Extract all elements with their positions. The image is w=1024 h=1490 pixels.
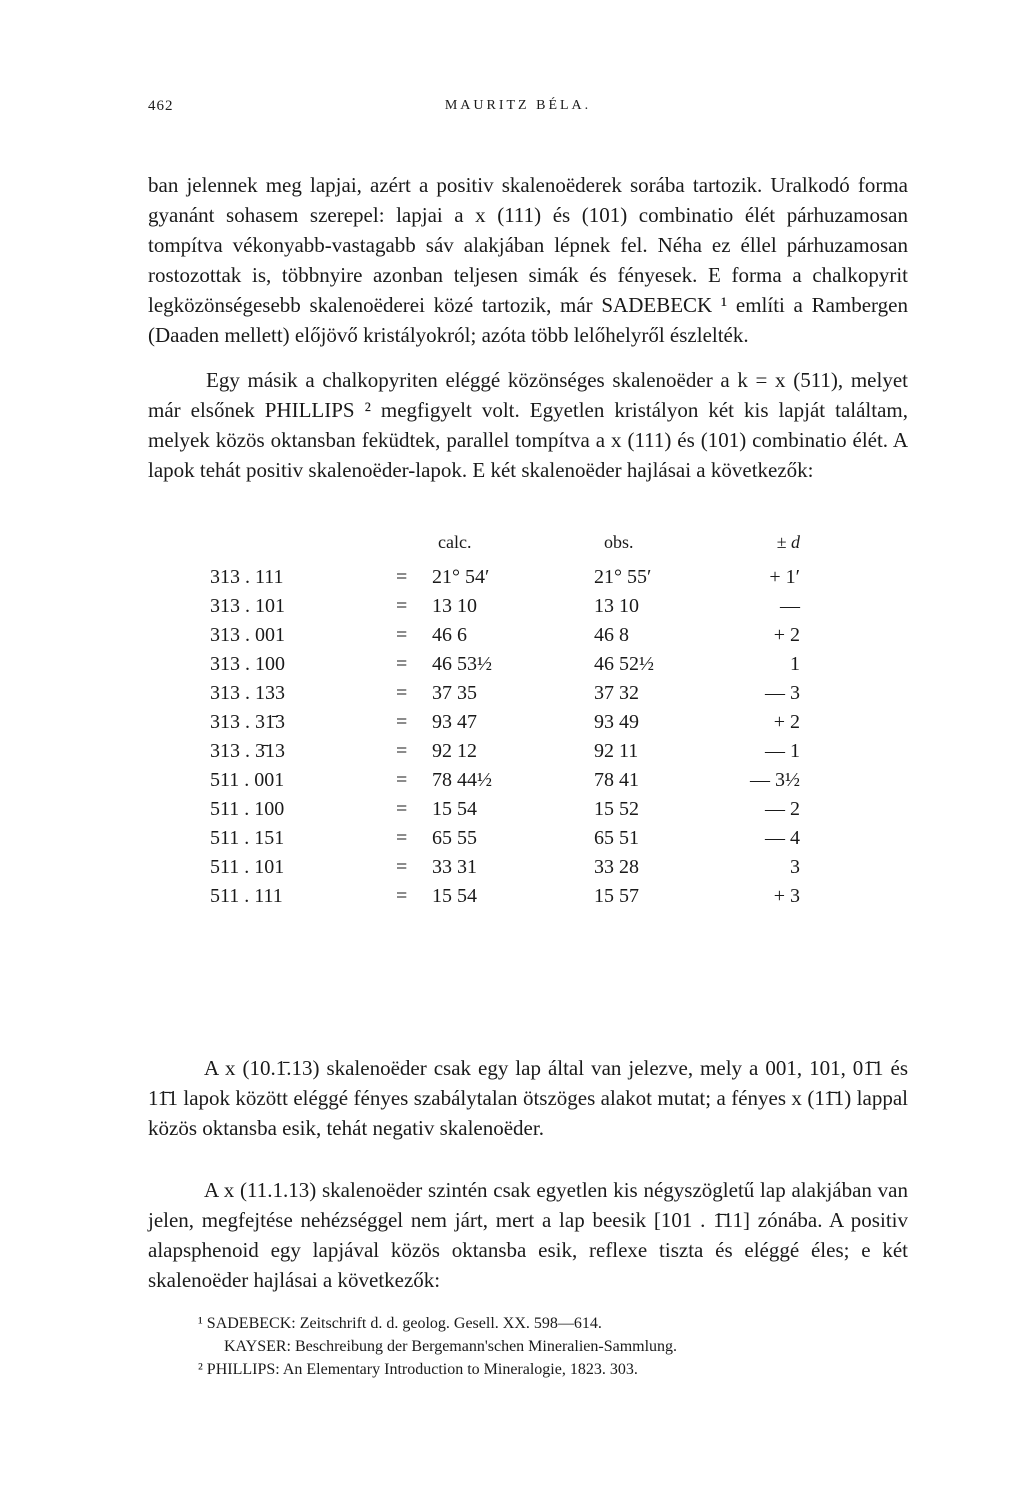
diff-cell: 3 [790, 856, 800, 878]
table-row [0, 711, 1024, 740]
table-row [0, 856, 1024, 885]
table-row [0, 566, 1024, 595]
diff-cell: + 3 [773, 885, 800, 907]
face-cell: 313 . 3̄13 [210, 740, 285, 762]
table-body [0, 566, 1024, 914]
face-cell: 511 . 111 [210, 885, 283, 907]
paragraph-4: A x (11.1.13) skalenoëder szintén csak egyetlen kis négyszögletű lap alakjában van jelen, megfejtése nehézséggel nem járt, mert a lap beesik [101 . 1̄11] zónába. A positiv alapsphenoid egy lapjával közös oktansba esik, reflexe tiszta és eléggé éles; e két skalenoëder hajlásai a következők: [148, 1178, 908, 1292]
diff-cell: — 4 [765, 827, 800, 849]
diff-cell: 1 [790, 653, 800, 675]
face-cell: 313 . 101 [210, 595, 285, 617]
calc-cell: 15 54 [432, 798, 477, 820]
page-number: 462 [148, 98, 174, 114]
calc-cell: 13 10 [432, 595, 477, 617]
footnote-1: ¹ SADEBECK: Zeitschrift d. d. geolog. Gesell. XX. 598—614. [198, 1315, 602, 1332]
page-header [148, 98, 888, 128]
obs-cell: 13 10 [594, 595, 639, 617]
calc-cell: 21° 54′ [432, 566, 490, 588]
equals-cell: = [396, 740, 408, 762]
table-row [0, 624, 1024, 653]
diff-cell: + 2 [773, 711, 800, 733]
header-diff: ± d [776, 532, 800, 552]
footnote-2: ² PHILLIPS: An Elementary Introduction to Mineralogie, 1823. 303. [198, 1361, 638, 1378]
table-header [0, 532, 1024, 566]
table-row [0, 885, 1024, 914]
equals-cell: = [396, 624, 408, 646]
diff-cell: — 3½ [750, 769, 800, 791]
footnote-1b: KAYSER: Beschreibung der Bergemann'schen Mineralien-Sammlung. [224, 1338, 678, 1355]
calc-cell: 46 53½ [432, 653, 492, 675]
footnotes [198, 1312, 898, 1381]
equals-cell: = [396, 856, 408, 878]
table-row [0, 740, 1024, 769]
header-calc: calc. [438, 532, 472, 552]
obs-cell: 21° 55′ [594, 566, 652, 588]
equals-cell: = [396, 711, 408, 733]
face-cell: 511 . 100 [210, 798, 285, 820]
obs-cell: 46 52½ [594, 653, 654, 675]
calc-cell: 46 6 [432, 624, 467, 646]
obs-cell: 15 57 [594, 885, 639, 907]
face-cell: 511 . 001 [210, 769, 285, 791]
face-cell: 313 . 133 [210, 682, 285, 704]
obs-cell: 15 52 [594, 798, 639, 820]
equals-cell: = [396, 682, 408, 704]
obs-cell: 78 41 [594, 769, 639, 791]
calc-cell: 92 12 [432, 740, 477, 762]
face-cell: 511 . 101 [210, 856, 285, 878]
face-cell: 313 . 31̄3 [210, 711, 285, 733]
face-cell: 313 . 100 [210, 653, 285, 675]
diff-cell: + 2 [773, 624, 800, 646]
angle-table [0, 532, 1024, 914]
equals-cell: = [396, 595, 408, 617]
diff-cell: — 2 [765, 798, 800, 820]
calc-cell: 78 44½ [432, 769, 492, 791]
obs-cell: 46 8 [594, 624, 629, 646]
diff-cell: — 3 [765, 682, 800, 704]
running-title: MAURITZ BÉLA. [444, 98, 592, 113]
calc-cell: 93 47 [432, 711, 477, 733]
equals-cell: = [396, 769, 408, 791]
paragraph-2: Egy másik a chalkopyriten eléggé közönséges skalenoëder a k = x (511), melyet már elsőnek PHILLIPS ² megfigyelt volt. Egyetlen kristályon két kis lapját találtam, melyek közös oktansban feküdtek, parallel tompítva a x (111) és (101) combinatio élét. A lapok tehát positiv skalenoëder-lapok. E két skalenoëder hajlásai a következők: [148, 368, 908, 482]
obs-cell: 92 11 [594, 740, 639, 762]
obs-cell: 37 32 [594, 682, 639, 704]
equals-cell: = [396, 653, 408, 675]
equals-cell: = [396, 798, 408, 820]
calc-cell: 65 55 [432, 827, 477, 849]
obs-cell: 33 28 [594, 856, 639, 878]
table-row [0, 653, 1024, 682]
calc-cell: 33 31 [432, 856, 477, 878]
obs-cell: 93 49 [594, 711, 639, 733]
diff-cell: + 1′ [769, 566, 800, 588]
table-row [0, 798, 1024, 827]
table-row [0, 827, 1024, 856]
diff-cell: — 1 [765, 740, 800, 762]
table-row [0, 595, 1024, 624]
paragraph-1: ban jelennek meg lapjai, azért a positiv skalenoëderek sorába tartozik. Uralkodó forma gyanánt sohasem szerepel: lapjai a x (111) és (101) combinatio élét párhuzamosan tompítva vékonyabb-vastagabb sáv alakjában lépnek fel. Néha ez éllel párhuzamosan rostozottak is, többnyire azonban teljesen simák és fényesek. E forma a chalkopyrit legközönségesebb skalenoëderei közé tartozik, már SADEBECK ¹ említi a Rambergen (Daaden mellett) előjövő kristályokról; azóta több lelőhelyről észlelték. [148, 173, 908, 347]
face-cell: 313 . 001 [210, 624, 285, 646]
equals-cell: = [396, 827, 408, 849]
diff-cell: — [780, 595, 800, 617]
table-row [0, 769, 1024, 798]
obs-cell: 65 51 [594, 827, 639, 849]
calc-cell: 15 54 [432, 885, 477, 907]
header-obs: obs. [604, 532, 634, 552]
paragraph-3: A x (10.1̄.13) skalenoëder csak egy lap által van jelezve, mely a 001, 101, 01̄1 és 11̄1 lapok között eléggé fényes szabálytalan ötszöges alakot mutat; a fényes x (11̄1) lappal közös oktansba esik, tehát negativ skalenoëder. [148, 1056, 908, 1140]
equals-cell: = [396, 566, 408, 588]
table-row [0, 682, 1024, 711]
equals-cell: = [396, 885, 408, 907]
calc-cell: 37 35 [432, 682, 477, 704]
face-cell: 313 . 111 [210, 566, 284, 588]
face-cell: 511 . 151 [210, 827, 285, 849]
